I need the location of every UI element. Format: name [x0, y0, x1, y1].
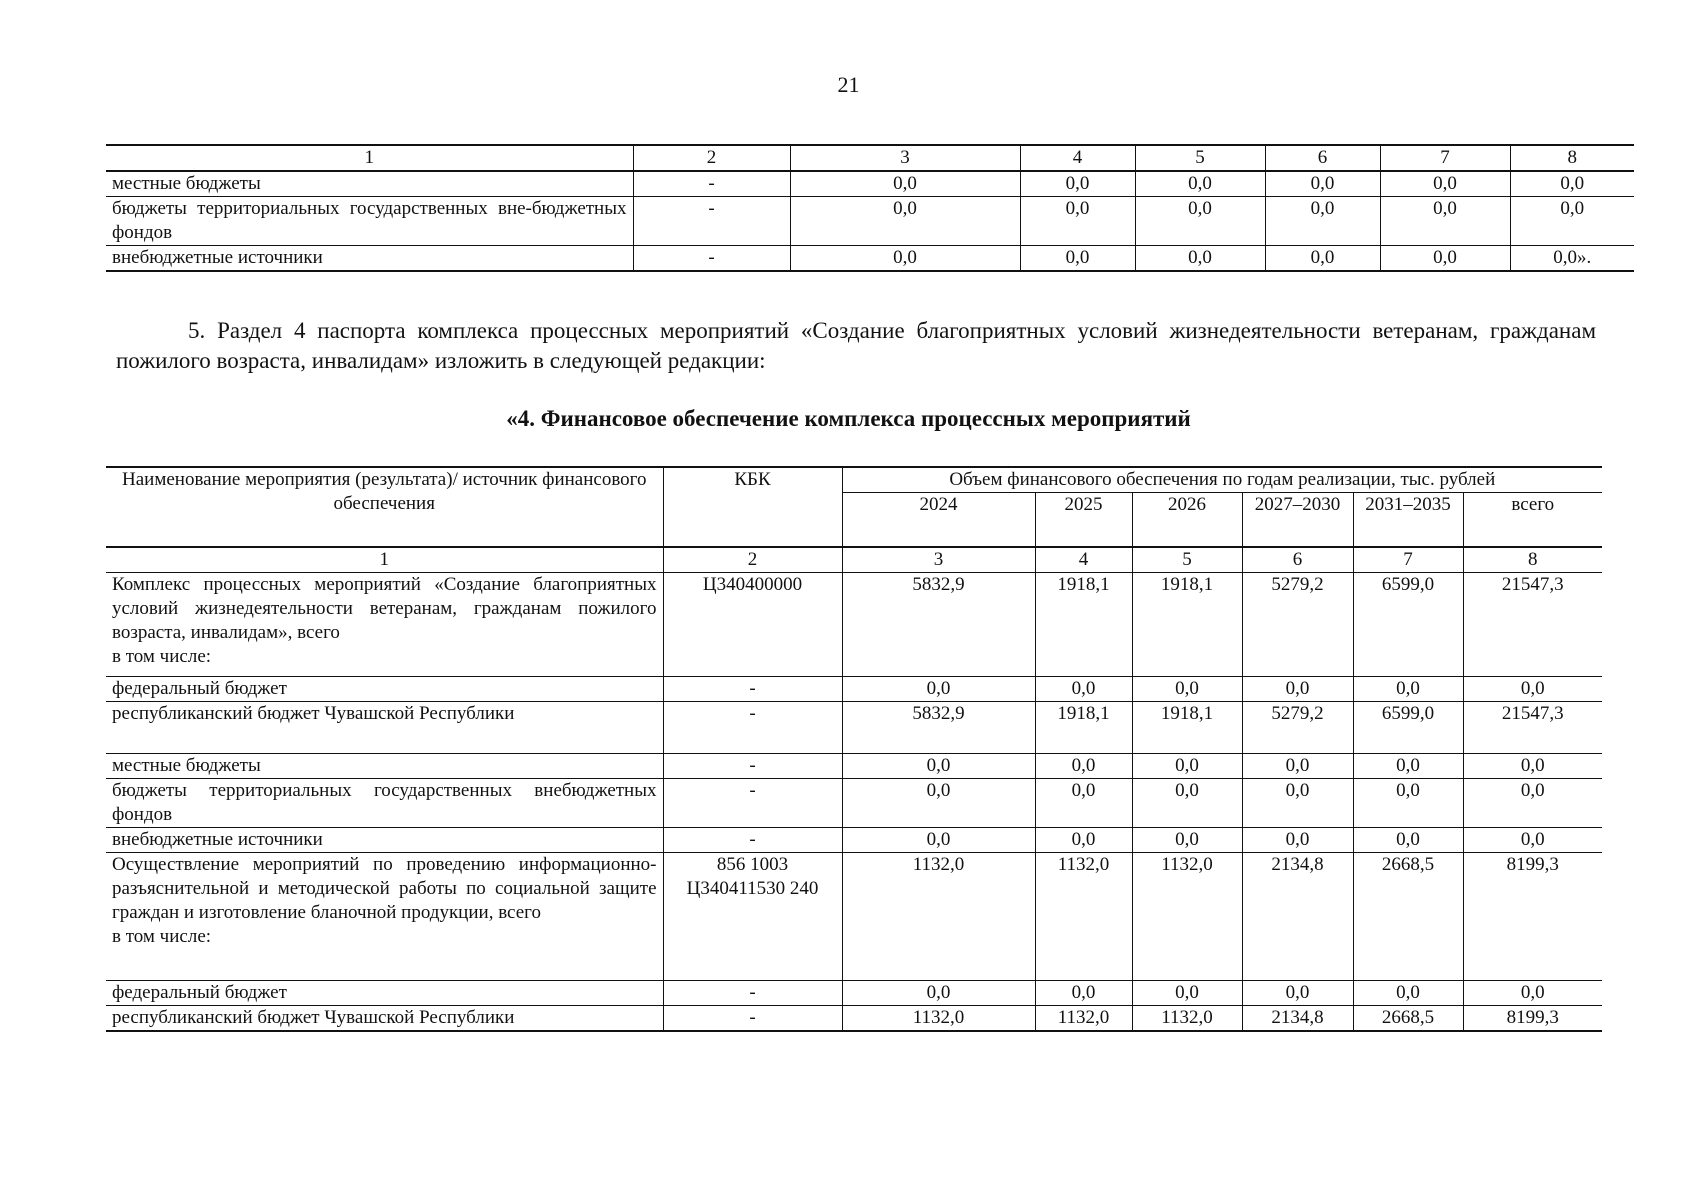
- value-cell: 0,0: [1035, 753, 1132, 778]
- year-header: 2025: [1035, 493, 1132, 547]
- value-cell: 0,0: [790, 197, 1020, 246]
- source-name: республиканский бюджет Чувашской Республики: [106, 1005, 663, 1031]
- value-cell: 2668,5: [1353, 1005, 1463, 1031]
- value-cell: 6599,0: [1353, 701, 1463, 753]
- value-cell: 0,0: [1242, 676, 1353, 701]
- kbk-cell: [663, 852, 842, 980]
- value-cell: 0,0: [1020, 171, 1135, 197]
- value-cell: 0,0: [1353, 827, 1463, 852]
- value-cell: 0,0: [1035, 778, 1132, 827]
- value-cell: 21547,3: [1463, 701, 1602, 753]
- source-name: местные бюджеты: [106, 171, 633, 197]
- kbk-cell: -: [633, 171, 790, 197]
- value-cell: 0,0: [1135, 246, 1265, 272]
- value-cell: 0,0: [1463, 827, 1602, 852]
- value-cell: 2668,5: [1353, 852, 1463, 980]
- kbk-cell: -: [663, 778, 842, 827]
- value-cell: 8199,3: [1463, 852, 1602, 980]
- source-name: федеральный бюджет: [106, 676, 663, 701]
- year-header: 2026: [1132, 493, 1242, 547]
- event-title: Комплекс процессных мероприятий «Создание благоприятных условий жизнедеятельности ветеранам, гражданам пожилого возраста, инвалидам», всего: [112, 573, 657, 643]
- value-cell: 8199,3: [1463, 1005, 1602, 1031]
- including-label: в том числе:: [112, 925, 212, 947]
- column-header-volume: Объем финансового обеспечения по годам реализации, тыс. рублей: [842, 467, 1602, 493]
- value-cell: 0,0: [1020, 197, 1135, 246]
- kbk-cell: Ц340400000: [663, 572, 842, 676]
- section-heading: «4. Финансовое обеспечение комплекса процессных мероприятий: [506, 406, 1191, 431]
- column-number: 6: [1265, 145, 1380, 171]
- value-cell: 0,0: [1353, 980, 1463, 1005]
- value-cell: 0,0: [1242, 753, 1353, 778]
- amendment-paragraph: 5. Раздел 4 паспорта комплекса процессных мероприятий «Создание благоприятных условий жизнедеятельности ветеранам, гражданам пожилого возраста, инвалидам» изложить в следующей редакции:: [116, 318, 1596, 373]
- value-cell: 0,0: [1353, 778, 1463, 827]
- value-cell: 2134,8: [1242, 852, 1353, 980]
- value-cell: 0,0: [1510, 197, 1634, 246]
- source-name: внебюджетные источники: [106, 246, 633, 272]
- value-cell: 0,0: [842, 827, 1035, 852]
- table-row: [106, 980, 1602, 1005]
- value-cell: 0,0: [1135, 171, 1265, 197]
- table-row: [106, 676, 1602, 701]
- kbk-cell: -: [663, 676, 842, 701]
- source-name: внебюджетные источники: [106, 827, 663, 852]
- value-cell: 5832,9: [842, 572, 1035, 676]
- value-cell: 0,0: [1242, 778, 1353, 827]
- table-row: [106, 852, 1602, 980]
- value-cell: 6599,0: [1353, 572, 1463, 676]
- value-cell: 0,0: [1135, 197, 1265, 246]
- column-number: 8: [1510, 145, 1634, 171]
- column-header-kbk: КБК: [663, 467, 842, 547]
- table-row: [106, 572, 1602, 676]
- value-cell: 0,0: [1132, 980, 1242, 1005]
- value-cell: 0,0: [1132, 827, 1242, 852]
- value-cell: 0,0: [1463, 753, 1602, 778]
- value-cell: 0,0: [1380, 171, 1510, 197]
- column-number: 1: [106, 547, 663, 573]
- financial-support-table: [106, 466, 1602, 1032]
- kbk-cell: -: [663, 827, 842, 852]
- including-label: в том числе:: [112, 645, 212, 667]
- value-cell: 0,0: [842, 753, 1035, 778]
- value-cell: 0,0: [1463, 980, 1602, 1005]
- year-header: 2027–2030: [1242, 493, 1353, 547]
- table-header-row: [106, 467, 1602, 493]
- column-number: 7: [1353, 547, 1463, 573]
- value-cell: 1918,1: [1035, 701, 1132, 753]
- column-number: 3: [842, 547, 1035, 573]
- value-cell: 1132,0: [1035, 852, 1132, 980]
- event-name: [106, 852, 663, 980]
- value-cell: 21547,3: [1463, 572, 1602, 676]
- value-cell: 5279,2: [1242, 701, 1353, 753]
- table-row: [106, 778, 1602, 827]
- table-row: [106, 701, 1602, 753]
- value-cell: 0,0: [1463, 676, 1602, 701]
- column-number: 8: [1463, 547, 1602, 573]
- value-cell: 1132,0: [842, 1005, 1035, 1031]
- value-cell: 0,0: [1353, 753, 1463, 778]
- table-row: [106, 827, 1602, 852]
- kbk-cell: -: [663, 980, 842, 1005]
- column-number: 2: [633, 145, 790, 171]
- value-cell: 0,0: [790, 171, 1020, 197]
- source-name: бюджеты территориальных государственных вне-бюджетных фондов: [106, 197, 633, 246]
- event-name: [106, 572, 663, 676]
- table-row: [106, 197, 1634, 246]
- value-cell: 0,0: [842, 676, 1035, 701]
- column-number: 1: [106, 145, 633, 171]
- column-number-row: [106, 547, 1602, 573]
- kbk-cell: -: [663, 753, 842, 778]
- value-cell: 0,0: [842, 778, 1035, 827]
- column-number: 4: [1020, 145, 1135, 171]
- value-cell: 1132,0: [1035, 1005, 1132, 1031]
- value-cell: 0,0».: [1510, 246, 1634, 272]
- value-cell: 0,0: [1132, 676, 1242, 701]
- source-name: бюджеты территориальных государственных внебюджетных фондов: [106, 778, 663, 827]
- table-row: [106, 171, 1634, 197]
- value-cell: 1132,0: [842, 852, 1035, 980]
- source-name: республиканский бюджет Чувашской Республики: [106, 701, 663, 753]
- source-name: федеральный бюджет: [106, 980, 663, 1005]
- value-cell: 0,0: [1020, 246, 1135, 272]
- table-header-row: [106, 145, 1634, 171]
- page-number: 21: [837, 72, 860, 97]
- value-cell: 1132,0: [1132, 1005, 1242, 1031]
- year-header: 2031–2035: [1353, 493, 1463, 547]
- value-cell: 0,0: [1463, 778, 1602, 827]
- value-cell: 0,0: [1380, 197, 1510, 246]
- value-cell: 0,0: [1510, 171, 1634, 197]
- value-cell: 0,0: [1265, 171, 1380, 197]
- value-cell: 1132,0: [1132, 852, 1242, 980]
- column-number: 6: [1242, 547, 1353, 573]
- table-row: [106, 753, 1602, 778]
- value-cell: 1918,1: [1132, 701, 1242, 753]
- value-cell: 0,0: [1380, 246, 1510, 272]
- value-cell: 0,0: [1353, 676, 1463, 701]
- kbk-cell: -: [663, 1005, 842, 1031]
- value-cell: 0,0: [1265, 197, 1380, 246]
- value-cell: 2134,8: [1242, 1005, 1353, 1031]
- value-cell: 0,0: [1265, 246, 1380, 272]
- kbk-cell: -: [633, 197, 790, 246]
- year-header: 2024: [842, 493, 1035, 547]
- column-number: 5: [1135, 145, 1265, 171]
- value-cell: 1918,1: [1035, 572, 1132, 676]
- value-cell: 0,0: [1242, 980, 1353, 1005]
- value-cell: 0,0: [842, 980, 1035, 1005]
- value-cell: 0,0: [1035, 827, 1132, 852]
- value-cell: 0,0: [1035, 676, 1132, 701]
- source-name: местные бюджеты: [106, 753, 663, 778]
- column-number: 3: [790, 145, 1020, 171]
- value-cell: 0,0: [1132, 753, 1242, 778]
- continued-funding-table: [106, 144, 1634, 272]
- value-cell: 0,0: [790, 246, 1020, 272]
- year-header: всего: [1463, 493, 1602, 547]
- event-title: Осуществление мероприятий по проведению информационно-разъяснительной и методической работы по социальной защите граждан и изготовление бланочной продукции, всего: [112, 853, 657, 923]
- kbk-cell: -: [663, 701, 842, 753]
- value-cell: 1918,1: [1132, 572, 1242, 676]
- column-header-name: Наименование мероприятия (результата)/ источник финансового обеспечения: [106, 467, 663, 547]
- kbk-cell: -: [633, 246, 790, 272]
- value-cell: 0,0: [1132, 778, 1242, 827]
- column-number: 7: [1380, 145, 1510, 171]
- table-row: [106, 246, 1634, 272]
- column-number: 2: [663, 547, 842, 573]
- table-row: [106, 1005, 1602, 1031]
- kbk-line: 856 1003: [716, 853, 789, 875]
- kbk-line: Ц340411530 240: [686, 877, 819, 899]
- value-cell: 0,0: [1242, 827, 1353, 852]
- value-cell: 5832,9: [842, 701, 1035, 753]
- value-cell: 0,0: [1035, 980, 1132, 1005]
- value-cell: 5279,2: [1242, 572, 1353, 676]
- column-number: 5: [1132, 547, 1242, 573]
- column-number: 4: [1035, 547, 1132, 573]
